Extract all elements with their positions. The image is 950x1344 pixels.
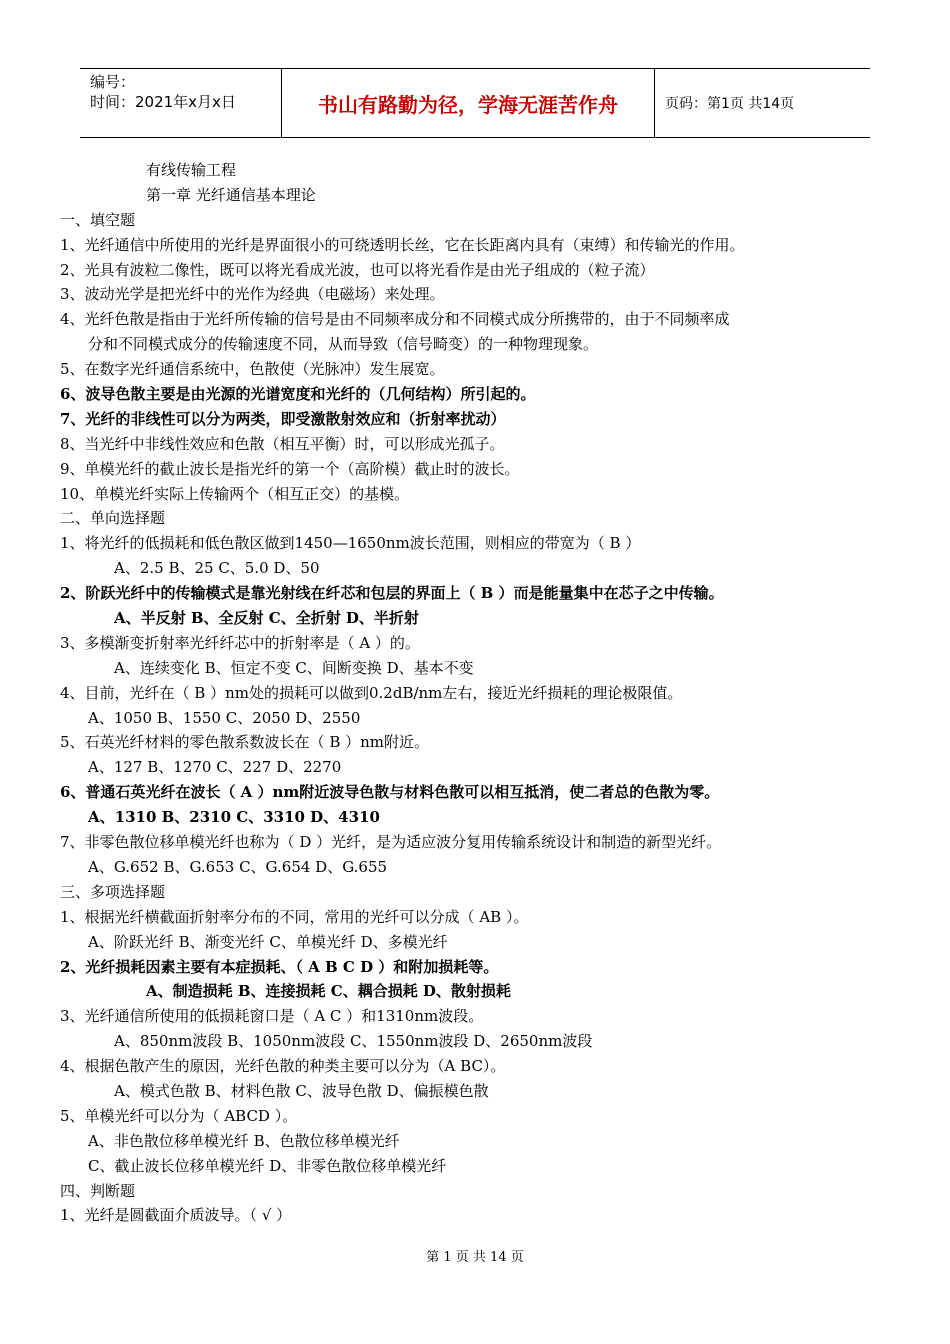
header-meta [80,69,282,137]
text-line: C、截止波长位移单模光纤 D、非零色散位移单模光纤 [88,1156,447,1175]
text-line: 7、非零色散位移单模光纤也称为（ D ）光纤，是为适应波分复用传输系统设计和制造的新型光纤。 [60,833,722,852]
text-line: 6、普通石英光纤在波长（ A ）nm附近波导色散与材料色散可以相互抵消，使二者总的色散为零。 [60,783,720,802]
text-line: A、127 B、1270 C、227 D、2270 [88,758,342,777]
text-line: 7、光纤的非线性可以分为两类，即受激散射效应和（折射率扰动） [60,409,506,428]
text-line: 8、当光纤中非线性效应和色散（相互平衡）时，可以形成光孤子。 [60,434,505,453]
text-line: A、半反射 B、全反射 C、全折射 D、半折射 [114,609,419,628]
text-line: 5、单模光纤可以分为（ ABCD ）。 [60,1106,298,1125]
text-line: A、非色散位移单模光纤 B、色散位移单模光纤 [88,1131,400,1150]
page-header [80,68,870,138]
text-line: 4、目前，光纤在（ B ）nm处的损耗可以做到0.2dB/nm左右，接近光纤损耗的理论极限值。 [60,683,683,702]
header-page-info: 页码：第1页 共14页 [665,96,795,112]
text-line: A、制造损耗 B、连接损耗 C、耦合损耗 D、散射损耗 [146,982,511,1001]
text-line: A、连续变化 B、恒定不变 C、间断变换 D、基本不变 [114,658,474,677]
text-line: 1、将光纤的低损耗和低色散区做到1450—1650nm波长范围，则相应的带宽为（ B ） [60,534,641,553]
text-line: 分和不同模式成分的传输速度不同，从而导致（信号畸变）的一种物理现象。 [88,335,599,354]
document-time-label: 时间：2021年x月x日 [90,93,236,111]
text-line: 3、波动光学是把光纤中的光作为经典（电磁场）来处理。 [60,285,445,304]
text-line: 二、单向选择题 [60,509,166,528]
text-line: 有线传输工程 [146,161,237,179]
text-line: 3、多模渐变折射率光纤纤芯中的折射率是（ A ）的。 [60,633,420,652]
text-line: 9、单模光纤的截止波长是指光纤的第一个（高阶模）截止时的波长。 [60,459,520,478]
text-line: 1、光纤通信中所使用的光纤是界面很小的可绕透明长丝，它在长距离内具有（束缚）和传输光的作用。 [60,235,745,254]
text-line: A、2.5 B、25 C、5.0 D、50 [114,559,320,578]
text-line: 一、填空题 [60,210,136,229]
text-line: 10、单模光纤实际上传输两个（相互正交）的基模。 [60,484,410,503]
text-line: A、1310 B、2310 C、3310 D、4310 [88,808,380,827]
text-line: A、850nm波段 B、1050nm波段 C、1550nm波段 D、2650nm波段 [114,1032,593,1051]
text-line: 6、波导色散主要是由光源的光谱宽度和光纤的（几何结构）所引起的。 [60,385,536,404]
text-line: A、1050 B、1550 C、2050 D、2550 [88,708,361,727]
page-footer: 第 1 页 共 14 页 [426,1250,524,1265]
text-line: 3、光纤通信所使用的低损耗窗口是（ A C ）和1310nm波段。 [60,1007,484,1026]
header-motto: 书山有路勤为径，学海无涯苦作舟 [282,69,655,137]
text-line: 2、阶跃光纤中的传输模式是靠光射线在纤芯和包层的界面上（ B ）而是能量集中在芯子之中传输。 [60,584,724,603]
text-line: 5、石英光纤材料的零色散系数波长在（ B ）nm附近。 [60,733,429,752]
text-line: 三、多项选择题 [60,882,166,901]
text-line: A、模式色散 B、材料色散 C、波导色散 D、偏振模色散 [114,1081,489,1100]
document-number-label: 编号： [90,73,136,91]
text-line: 5、在数字光纤通信系统中，色散使（光脉冲）发生展宽。 [60,360,445,379]
document-body [60,158,880,1228]
text-line: 四、判断题 [60,1181,136,1200]
text-line: 4、根据色散产生的原因，光纤色散的种类主要可以分为（A BC）。 [60,1057,506,1076]
text-line: 1、光纤是圆截面介质波导。（ √ ） [60,1206,292,1225]
text-line: A、G.652 B、G.653 C、G.654 D、G.655 [88,857,388,876]
text-line: 第一章 光纤通信基本理论 [146,185,316,204]
text-line: 1、根据光纤横截面折射率分布的不同，常用的光纤可以分成（ AB ）。 [60,907,529,926]
text-line: 2、光纤损耗因素主要有本症损耗、（ A B C D ）和附加损耗等。 [60,957,499,976]
text-line: 4、光纤色散是指由于光纤所传输的信号是由不同频率成分和不同模式成分所携带的，由于不同频率成 [60,310,730,329]
text-line: A、阶跃光纤 B、渐变光纤 C、单模光纤 D、多模光纤 [88,932,448,951]
text-line: 2、光具有波粒二像性，既可以将光看成光波，也可以将光看作是由光子组成的（粒子流） [60,260,655,279]
